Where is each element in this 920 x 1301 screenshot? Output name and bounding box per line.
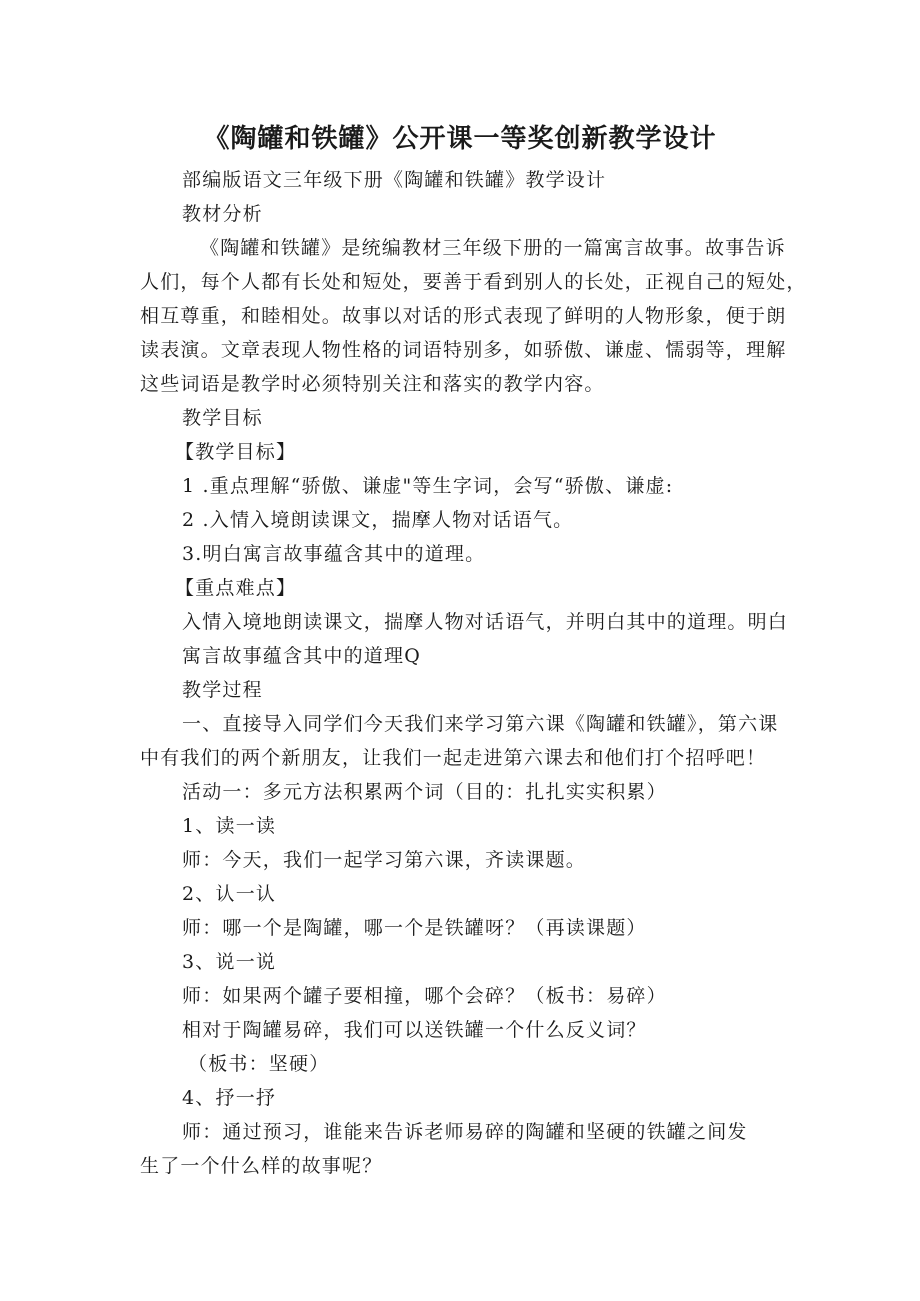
analysis-line: 读表演。文章表现人物性格的词语特别多，如骄傲、谦虚、懦弱等，理解 (140, 339, 787, 361)
key-points-line: 入情入境地朗读课文，揣摩人物对话语气，并明白其中的道理。明白 (182, 611, 789, 633)
process-paragraph-line: 一、直接导入同学们今天我们来学习第六课《陶罐和铁罐》，第六课 (182, 713, 779, 735)
activity-heading: 活动一：多元方法积累两个词（目的：扎扎实实积累） (182, 781, 667, 803)
step-heading: 3、说一说 (182, 951, 277, 973)
step-text: 师：如果两个罐子要相撞，哪个会碎？（板书：易碎） (182, 985, 667, 1007)
section-heading-goals: 教学目标 (182, 407, 263, 429)
process-paragraph-line: 中有我们的两个新朋友，让我们一起走进第六课去和他们打个招呼吧！ (140, 747, 767, 769)
step-text: 师：今天，我们一起学习第六课，齐读课题。 (182, 849, 587, 871)
board-note: （板书：坚硬） (188, 1053, 330, 1075)
goal-item: 3.明白寓言故事蕴含其中的道理。 (182, 543, 486, 565)
goals-bracket-heading: 【教学目标】 (175, 441, 297, 463)
step-text: 生了一个什么样的故事呢？ (140, 1155, 383, 1177)
goal-item: 1 .重点理解“骄傲、谦虚"等生字词，会写“骄傲、谦虚: (182, 475, 674, 497)
analysis-line: 《陶罐和铁罐》是统编教材三年级下册的一篇寓言故事。故事告诉 (200, 237, 786, 259)
analysis-line: 相互尊重，和睦相处。故事以对话的形式表现了鲜明的人物形象，便于朗 (140, 305, 787, 327)
analysis-line: 人们，每个人都有长处和短处，要善于看到别人的长处，正视自己的短处， (140, 271, 807, 293)
step-text: 相对于陶罐易碎，我们可以送铁罐一个什么反义词？ (182, 1019, 647, 1041)
key-points-line: 寓言故事蕴含其中的道理Q (182, 645, 421, 667)
document-title: 《陶罐和铁罐》公开课一等奖创新教学设计 (203, 124, 717, 154)
section-heading-process: 教学过程 (182, 679, 263, 701)
goal-item: 2 .入情入境朗读课文，揣摩人物对话语气。 (182, 509, 574, 531)
section-heading-analysis: 教材分析 (182, 203, 263, 225)
step-heading: 1、读一读 (182, 815, 277, 837)
step-heading: 4、抒一抒 (182, 1087, 277, 1109)
step-heading: 2、认一认 (182, 883, 277, 905)
subtitle: 部编版语文三年级下册《陶罐和铁罐》教学设计 (182, 169, 607, 191)
step-text: 师：哪一个是陶罐，哪一个是铁罐呀？（再读课题） (182, 917, 647, 939)
key-points-bracket-heading: 【重点难点】 (175, 577, 297, 599)
step-text: 师：通过预习，谁能来告诉老师易碎的陶罐和坚硬的铁罐之间发 (182, 1121, 748, 1143)
analysis-line: 这些词语是教学时必须特别关注和落实的教学内容。 (140, 373, 605, 395)
